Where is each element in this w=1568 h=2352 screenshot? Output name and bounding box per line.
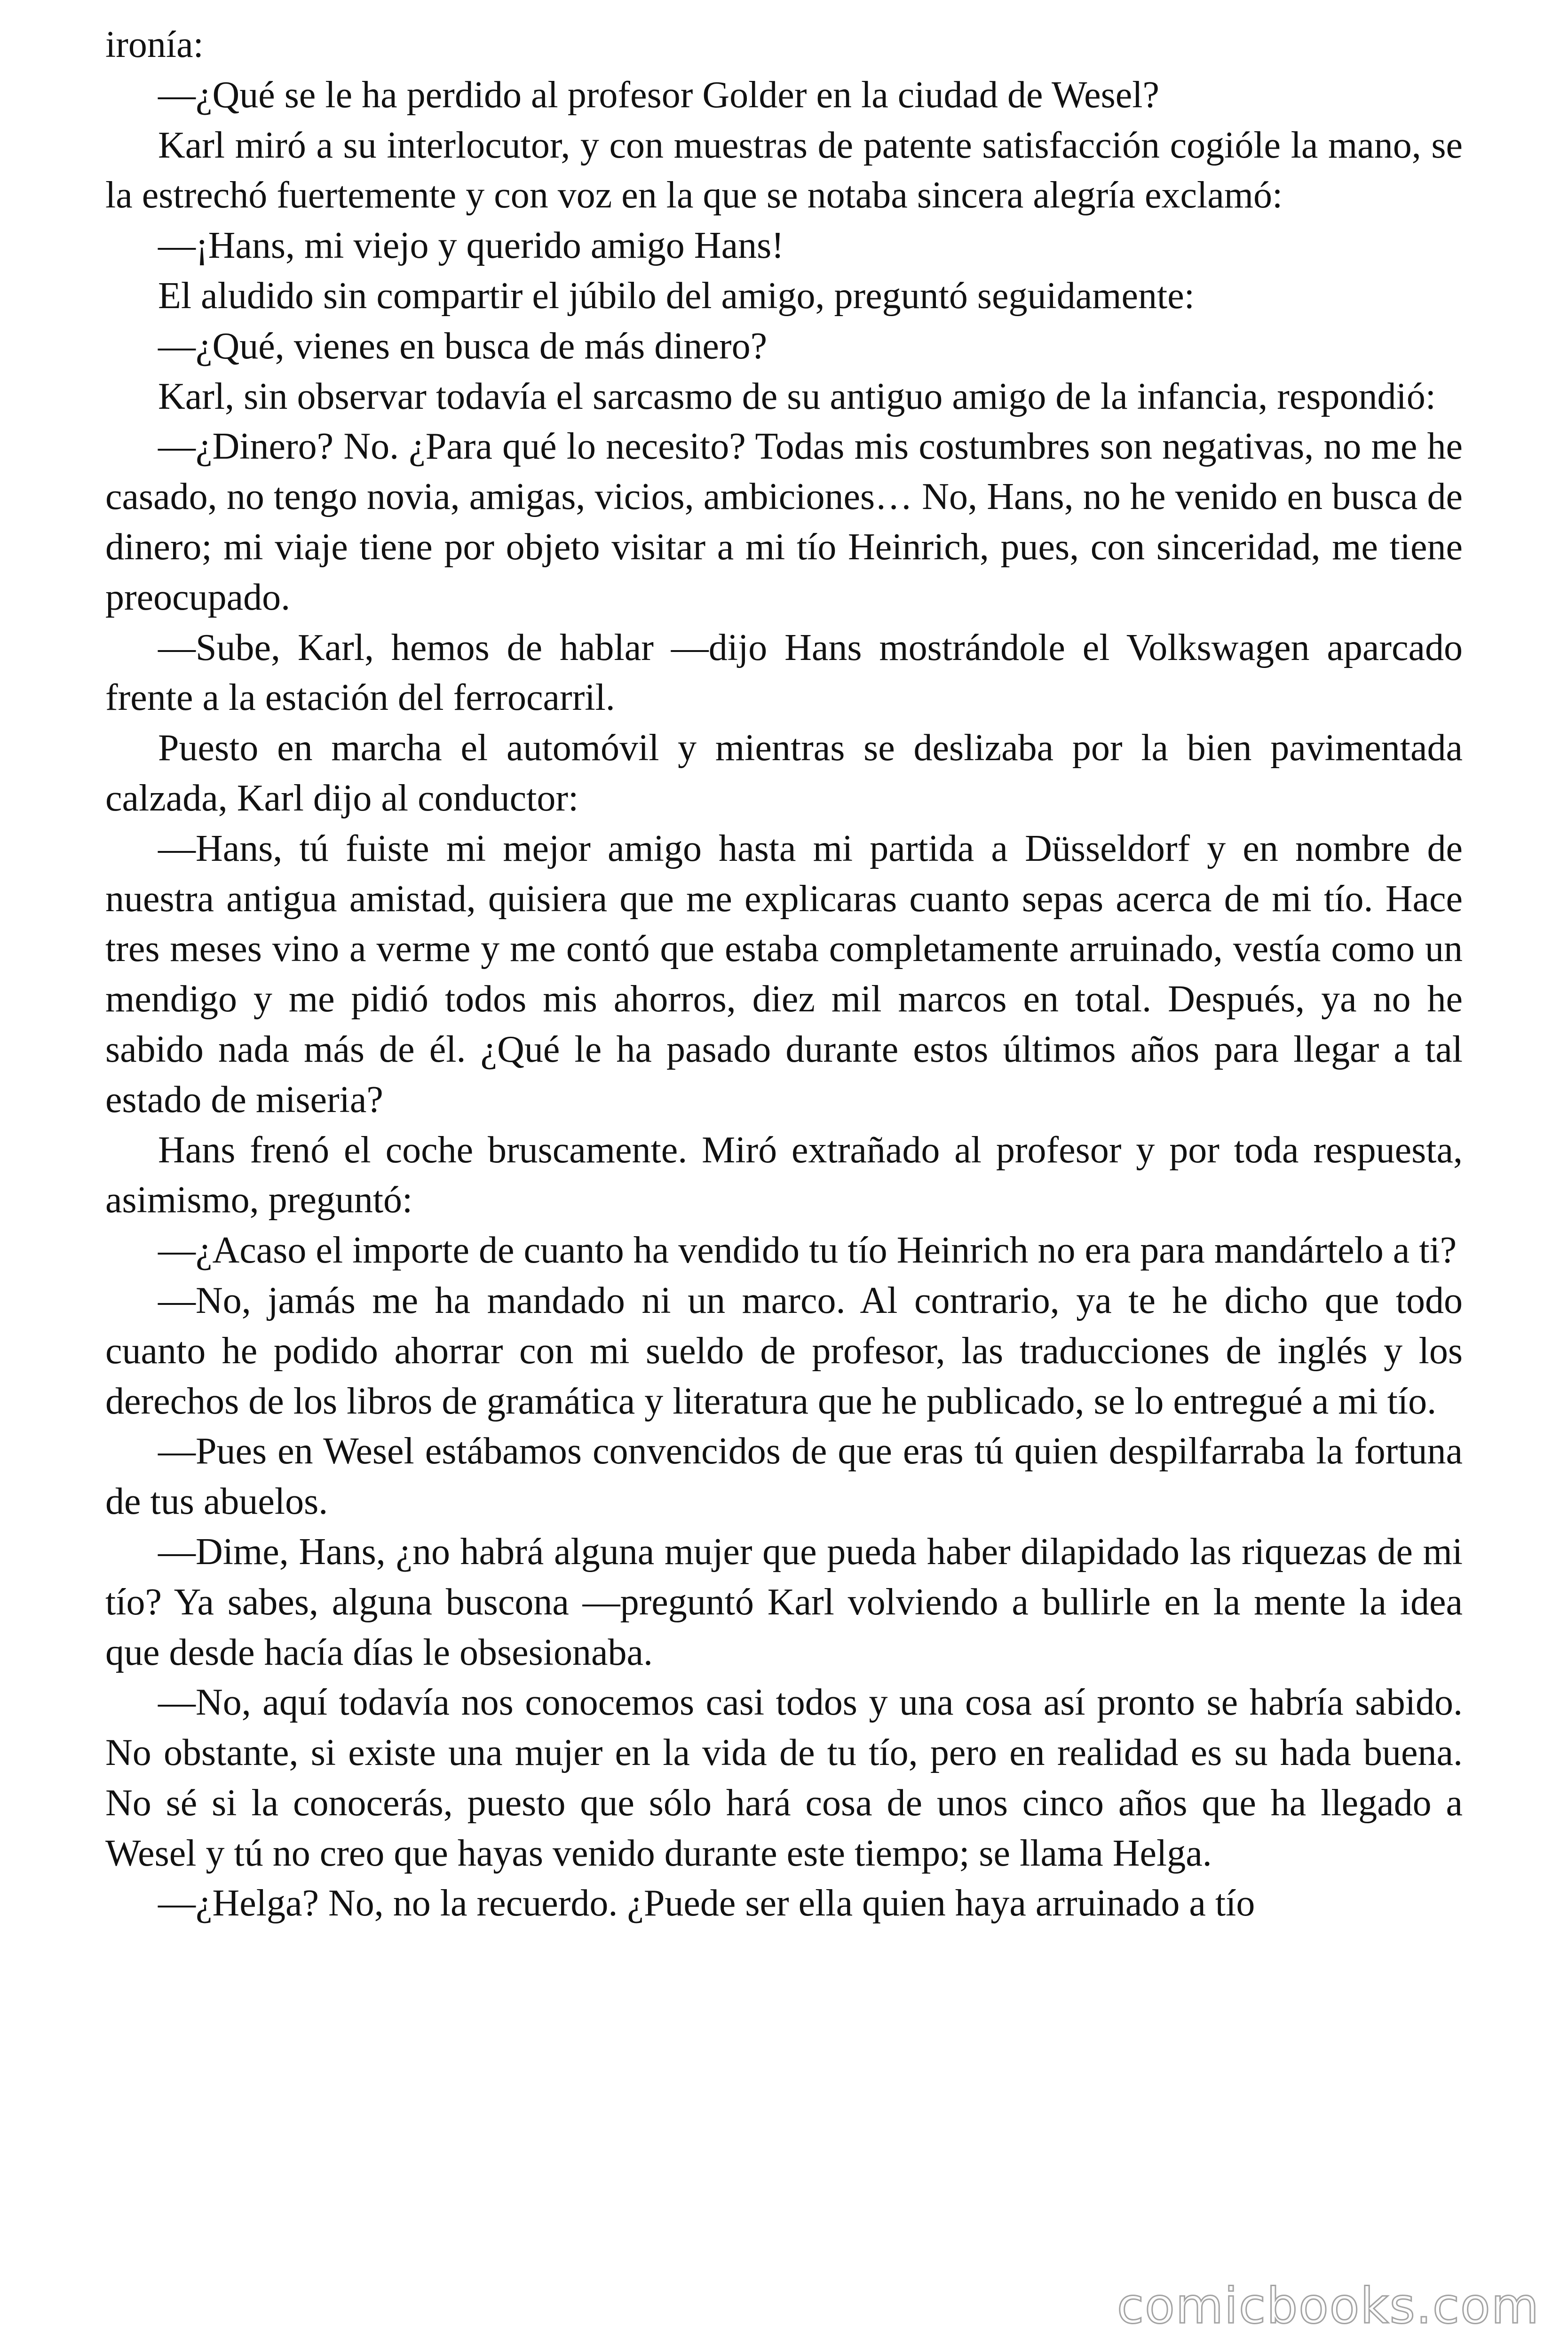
paragraph: Karl miró a su interlocutor, y con muestras de patente satisfacción cogióle la mano, se la estrechó fuertemente y con voz en la que se notaba sincera alegría exclamó: [105,124,1463,216]
paragraph: —¡Hans, mi viejo y querido amigo Hans! [158,225,784,267]
paragraph: ironía: [105,24,204,65]
paragraph: —No, aquí todavía nos conocemos casi todos y una cosa así pronto se habría sabido. No obstante, si existe una mujer en la vida de tu tío, pero en realidad es su hada buena. No sé si la conocerás, puesto que sólo hará cosa de unos cinco años que ha llegado a Wesel y tú no creo que hayas venido durante este tiempo; se llama Helga. [105,1682,1463,1874]
paragraph: —¿Helga? No, no la recuerdo. ¿Puede ser ella quien haya arruinado a tío [158,1883,1255,1924]
paragraph: —¿Qué, vienes en busca de más dinero? [158,325,768,367]
paragraph: Hans frenó el coche bruscamente. Miró extrañado al profesor y por toda respuesta, asimismo, preguntó: [105,1129,1463,1221]
paragraph: —Hans, tú fuiste mi mejor amigo hasta mi partida a Düsseldorf y en nombre de nuestra antigua amistad, quisiera que me explicaras cuanto sepas acerca de mi tío. Hace tres meses vino a verme y me contó que estaba completamente arruinado, vestía como un mendigo y me pidió todos mis ahorros, diez mil marcos en total. Después, ya no he sabido nada más de él. ¿Qué le ha pasado durante estos últimos años para llegar a tal estado de miseria? [105,827,1463,1120]
paragraph: Puesto en marcha el automóvil y mientras se deslizaba por la bien pavimentada calzada, Karl dijo al conductor: [105,727,1463,819]
document-page [105,20,1463,1929]
paragraph: —¿Qué se le ha perdido al profesor Golder en la ciudad de Wesel? [158,74,1160,116]
paragraph: —No, jamás me ha mandado ni un marco. Al contrario, ya te he dicho que todo cuanto he podido ahorrar con mi sueldo de profesor, las traducciones de inglés y los derechos de los libros de gramática y literatura que he publicado, se lo entregué a mi tío. [105,1279,1463,1422]
paragraph: —¿Acaso el importe de cuanto ha vendido tu tío Heinrich no era para mandártelo a ti? [158,1230,1457,1271]
paragraph: —Pues en Wesel estábamos convencidos de que eras tú quien despilfarraba la fortuna de tus abuelos. [105,1430,1463,1523]
paragraph: Karl, sin observar todavía el sarcasmo de su antiguo amigo de la infancia, respondió: [158,375,1436,417]
paragraph: —¿Dinero? No. ¿Para qué lo necesito? Todas mis costumbres son negativas, no me he casado, no tengo novia, amigas, vicios, ambiciones… No, Hans, no he venido en busca de dinero; mi viaje tiene por objeto visitar a mi tío Heinrich, pues, con sinceridad, me tiene preocupado. [105,426,1463,618]
paragraph: El aludido sin compartir el júbilo del amigo, preguntó seguidamente: [158,275,1195,317]
paragraph: —Dime, Hans, ¿no habrá alguna mujer que pueda haber dilapidado las riquezas de mi tío? Ya sabes, alguna buscona —preguntó Karl volviendo a bullirle en la mente la idea que desde hacía días le obsesionaba. [105,1531,1463,1673]
watermark: comicbooks.com [1117,2277,1540,2335]
paragraph: —Sube, Karl, hemos de hablar —dijo Hans mostrándole el Volkswagen aparcado frente a la estación del ferrocarril. [105,627,1463,719]
